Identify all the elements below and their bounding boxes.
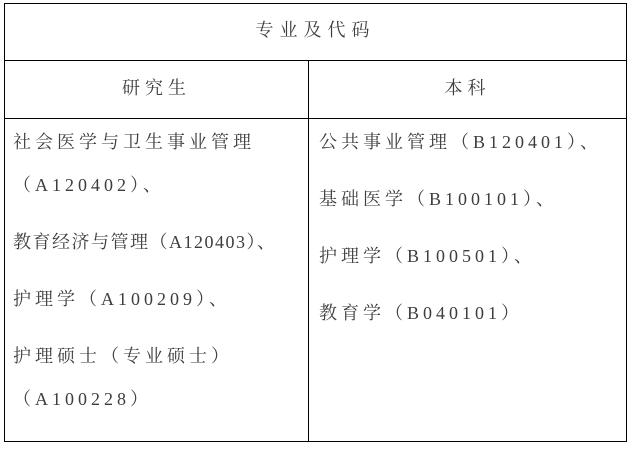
table-title: 专业及代码 bbox=[5, 4, 626, 61]
table-header-row bbox=[5, 61, 626, 119]
majors-codes-table bbox=[4, 3, 627, 442]
table-line: 教育经济与管理（A120403）、 bbox=[13, 232, 277, 252]
column-header-graduate: 研究生 bbox=[5, 61, 309, 118]
table-line: 护理学（A100209）、 bbox=[13, 289, 231, 309]
table-body-row bbox=[5, 119, 626, 441]
graduate-majors-cell bbox=[5, 119, 309, 441]
table-line: 教育学（B040101） bbox=[319, 303, 524, 323]
table-line: （A100228） bbox=[13, 389, 152, 409]
column-header-undergraduate: 本科 bbox=[444, 77, 491, 98]
table-line: 公共事业管理（B120401）、 bbox=[319, 132, 603, 152]
table-line: 社会医学与卫生事业管理 bbox=[13, 132, 255, 152]
table-line: 基础医学（B100101）、 bbox=[319, 189, 559, 209]
table-line: 护理硕士（专业硕士） bbox=[13, 346, 233, 366]
table-line: （A120402）、 bbox=[13, 175, 165, 195]
table-line: 护理学（B100501）、 bbox=[319, 246, 537, 266]
undergraduate-majors-cell bbox=[309, 119, 626, 441]
